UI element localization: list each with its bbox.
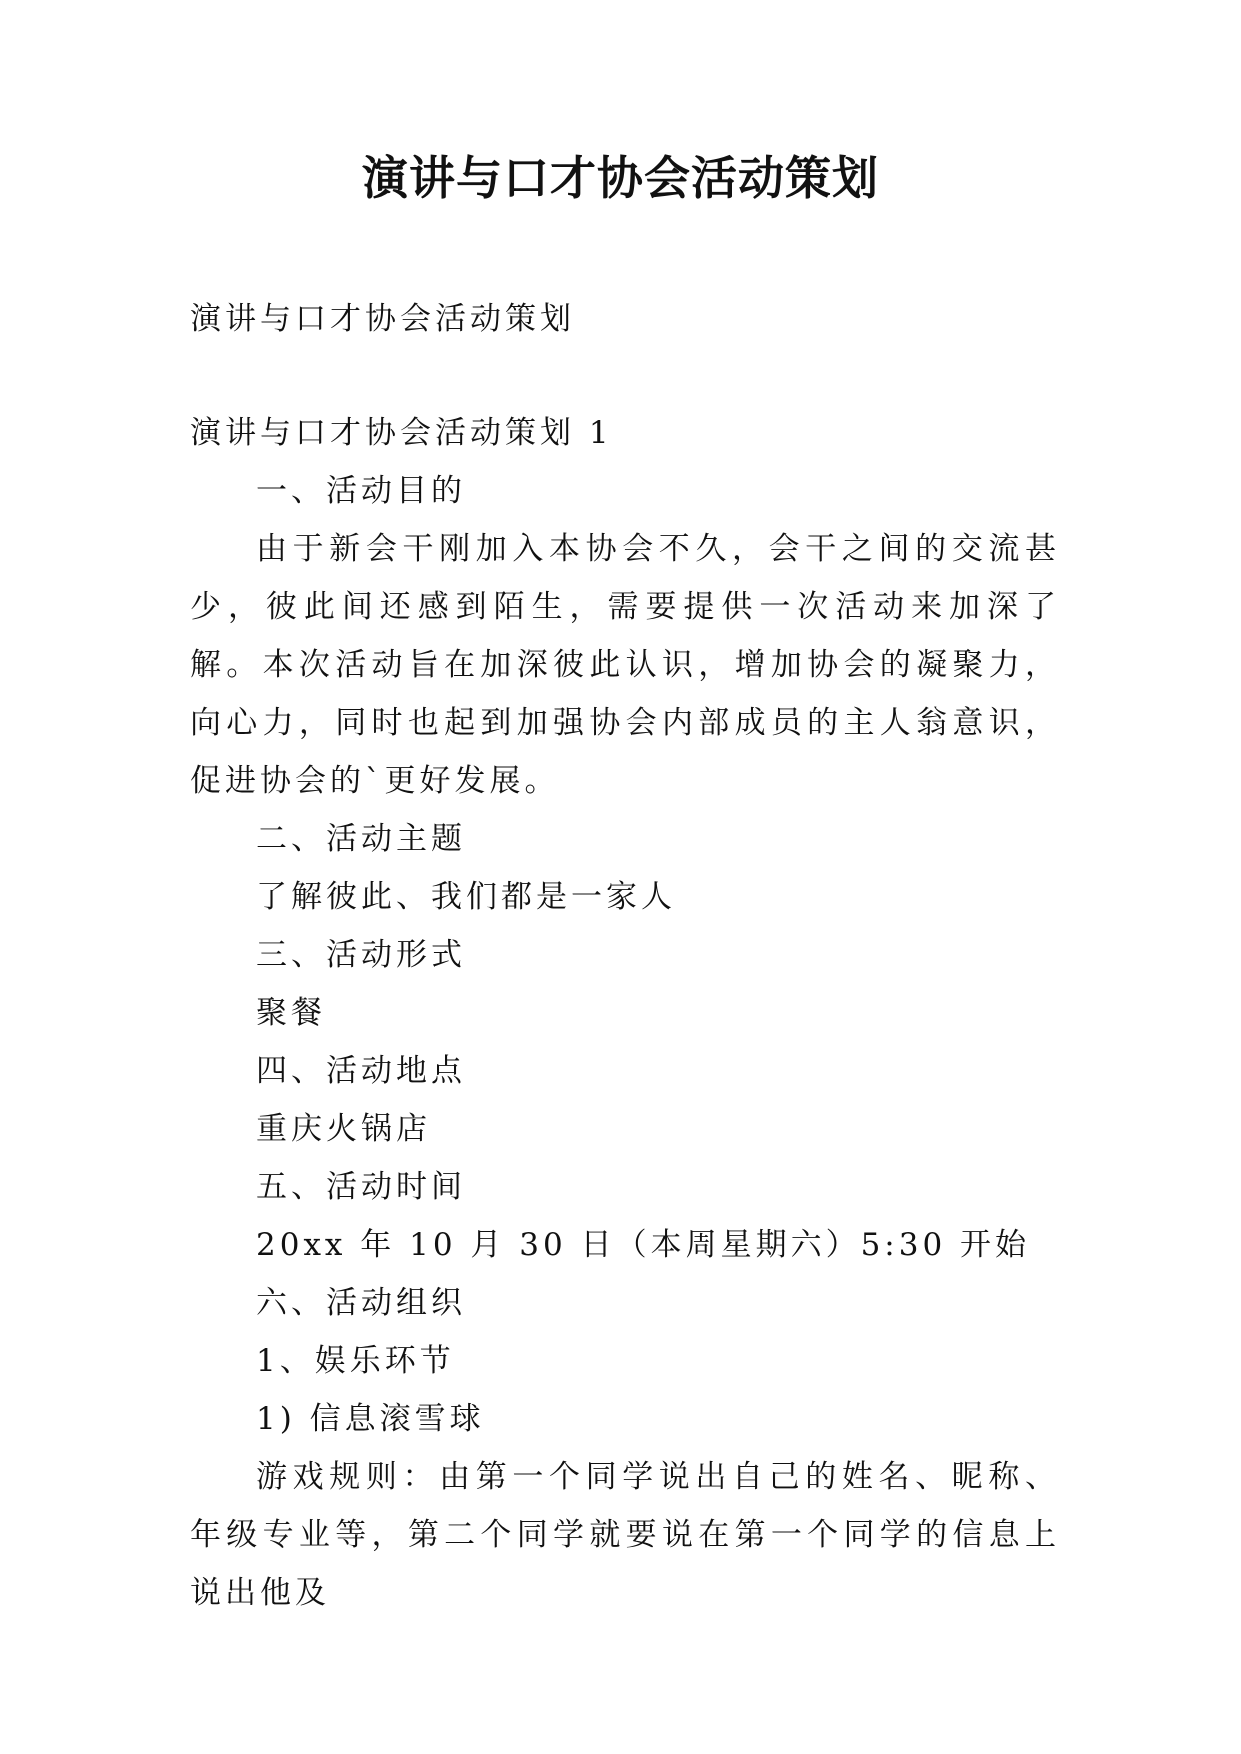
heading-time: 五、活动时间 xyxy=(256,1169,466,1205)
heading-theme: 二、活动主题 xyxy=(256,821,466,857)
document-title: 演讲与口才协会活动策划 xyxy=(362,151,879,205)
heading-location: 四、活动地点 xyxy=(256,1053,466,1089)
text-theme: 了解彼此、我们都是一家人 xyxy=(256,879,676,915)
text-time: 20xx 年 10 月 30 日（本周星期六）5:30 开始 xyxy=(256,1227,1031,1263)
document-body xyxy=(190,290,1060,1622)
heading-purpose: 一、活动目的 xyxy=(256,473,466,509)
section-heading: 演讲与口才协会活动策划 1 xyxy=(190,415,613,451)
heading-organization: 六、活动组织 xyxy=(256,1285,466,1321)
text-location: 重庆火锅店 xyxy=(256,1111,431,1147)
subheading-entertainment: 1、娱乐环节 xyxy=(256,1343,455,1379)
paragraph-game-rules: 游戏规则：由第一个同学说出自己的姓名、昵称、年级专业等，第二个同学就要说在第一个同学的信息上说出他及 xyxy=(190,1459,1060,1611)
document-subtitle: 演讲与口才协会活动策划 xyxy=(190,301,575,337)
text-form: 聚餐 xyxy=(256,995,326,1031)
subheading-info-snowball: 1) 信息滚雪球 xyxy=(256,1401,485,1437)
heading-form: 三、活动形式 xyxy=(256,937,466,973)
paragraph-purpose: 由于新会干刚加入本协会不久，会干之间的交流甚少，彼此间还感到陌生，需要提供一次活动来加深了解。本次活动旨在加深彼此认识，增加协会的凝聚力，向心力，同时也起到加强协会内部成员的主人翁意识，促进协会的`更好发展。 xyxy=(190,531,1060,799)
